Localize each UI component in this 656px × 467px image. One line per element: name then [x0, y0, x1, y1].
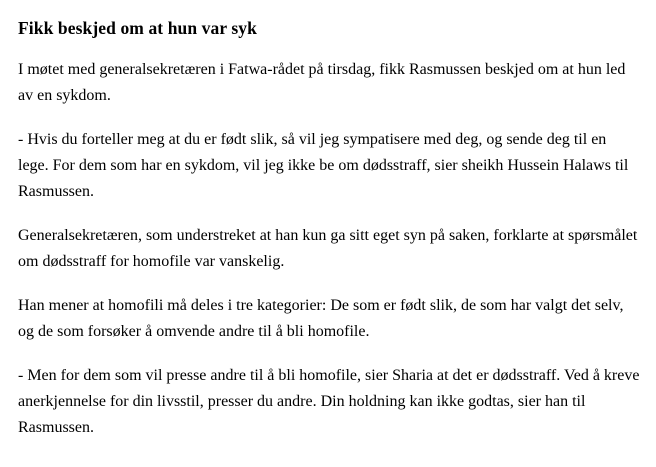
- article-paragraph: Generalsekretæren, som understreket at han kun ga sitt eget syn på saken, forklarte at spørsmålet om dødsstraff for homofile var vanskelig.: [18, 227, 638, 270]
- article-paragraph: Han mener at homofili må deles i tre kategorier: De som er født slik, de som har valgt det selv, og de som forsøker å omvende andre til å bli homofile.: [18, 297, 624, 340]
- article-paragraph: I møtet med generalsekretæren i Fatwa-rådet på tirsdag, fikk Rasmussen beskjed om at hun led av en sykdom.: [18, 61, 626, 104]
- article-paragraph: - Men for dem som vil presse andre til å bli homofile, sier Sharia at det er dødsstraff. Ved å kreve anerkjennelse for din livsstil, presser du andre. Din holdning kan ikke godtas, sier han til Rasmussen.: [18, 367, 640, 436]
- page-title: Fikk beskjed om at hun var syk: [18, 18, 257, 38]
- article-paragraph: - Hvis du forteller meg at du er født slik, så vil jeg sympatisere med deg, og sende deg til en lege. For dem som har en sykdom, vil jeg ikke be om dødsstraff, sier sheikh Hussein Halaws til Rasmussen.: [18, 131, 629, 200]
